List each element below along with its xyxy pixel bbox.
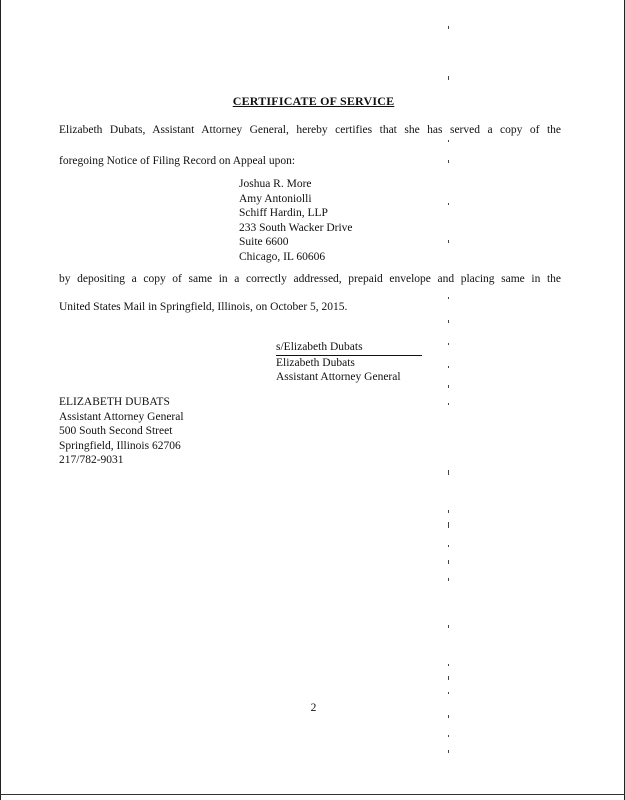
- page-number: 2: [310, 702, 317, 714]
- service-paragraph-line-1: by depositing a copy of same in a correctly addressed, prepaid envelope and placing same in the: [59, 273, 561, 285]
- recipient-name: Amy Antoniolli: [239, 192, 312, 205]
- document-title: CERTIFICATE OF SERVICE: [232, 94, 395, 108]
- recipient-name: Joshua R. More: [239, 178, 312, 190]
- sender-name: ELIZABETH DUBATS: [59, 396, 170, 408]
- signer-name: Elizabeth Dubats: [276, 356, 355, 369]
- sender-address-block: [59, 395, 184, 468]
- sender-title: Assistant Attorney General: [59, 410, 184, 423]
- sender-city: Springfield, Illinois 62706: [59, 439, 181, 452]
- electronic-signature: s/Elizabeth Dubats: [276, 340, 422, 356]
- service-paragraph-line-2: United States Mail in Springfield, Illinois, on October 5, 2015.: [59, 301, 348, 313]
- sender-street: 500 South Second Street: [59, 425, 173, 437]
- signer-role: Assistant Attorney General: [276, 371, 401, 383]
- recipient-street: 233 South Wacker Drive: [239, 221, 353, 234]
- bottom-scan-edge: [0, 794, 625, 795]
- sender-phone: 217/782-9031: [59, 454, 124, 466]
- recipient-city: Chicago, IL 60606: [239, 250, 326, 263]
- signature-block: [276, 340, 422, 385]
- intro-paragraph-line-2: foregoing Notice of Filing Record on Appeal upon:: [59, 155, 296, 167]
- recipient-suite: Suite 6600: [239, 236, 289, 248]
- intro-paragraph-line-1: Elizabeth Dubats, Assistant Attorney General, hereby certifies that she has served a copy of the: [59, 124, 561, 136]
- recipient-firm: Schiff Hardin, LLP: [239, 207, 328, 219]
- recipient-address-block: [239, 177, 353, 264]
